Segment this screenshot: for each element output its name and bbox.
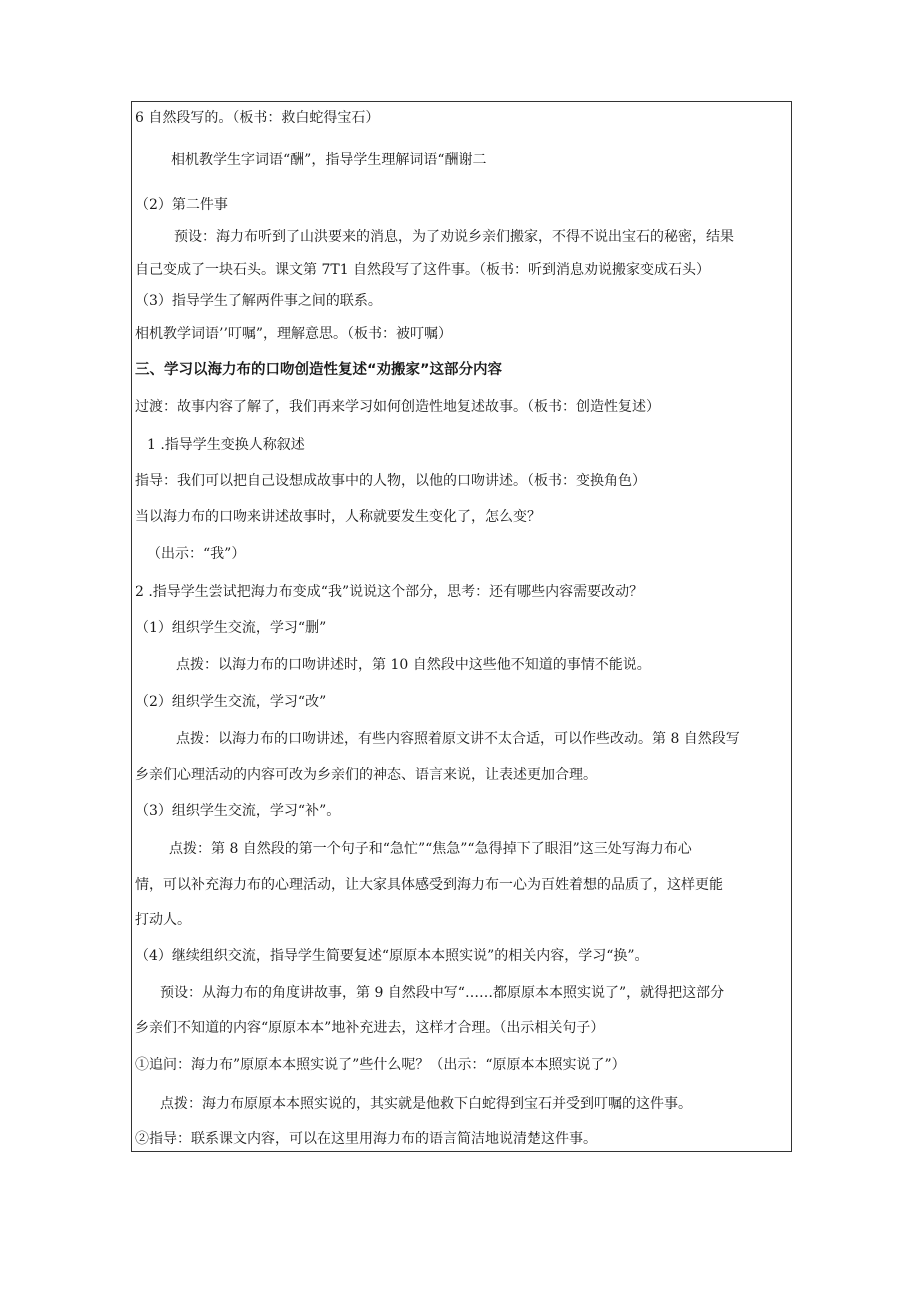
text-line: （4）继续组织交流，指导学生简要复述“原原本本照实说”的相关内容，学习“换”。: [135, 948, 649, 964]
text-line: （3）组织学生交流，学习“补”。: [135, 803, 341, 819]
text-line: 6 自然段写的。（板书：救白蛇得宝石）: [135, 110, 380, 126]
text-line: 预设：从海力布的角度讲故事，第 9 自然段中写“……都原原本本照实说了”，就得把这部分: [160, 985, 725, 1001]
text-line: 打动人。: [135, 912, 191, 928]
text-line: （2）组织学生交流，学习“改”: [135, 694, 327, 710]
text-line: 相机教学词语’’叮嘱”，理解意思。（板书：被叮嘱）: [135, 326, 453, 342]
text-line: 情，可以补充海力布的心理活动，让大家具体感受到海力布一心为百姓着想的品质了，这样更能: [135, 877, 723, 893]
text-line: 当以海力布的口吻来讲述故事时，人称就要发生变化了，怎么变？: [135, 509, 541, 525]
text-line: 预设：海力布听到了山洪要来的消息，为了劝说乡亲们搬家，不得不说出宝石的秘密，结果: [174, 229, 734, 245]
text-line: （1）组织学生交流，学习“删”: [135, 620, 327, 636]
text-line: 2 .指导学生尝试把海力布变成“我”说说这个部分，思考：还有哪些内容需要改动？: [135, 584, 644, 600]
text-line: 乡亲们心理活动的内容可改为乡亲们的神态、语言来说，让表述更加合理。: [135, 767, 597, 783]
text-line: 过渡：故事内容了解了，我们再来学习如何创造性地复述故事。（板书：创造性复述）: [135, 399, 660, 415]
text-line: 指导：我们可以把自己设想成故事中的人物，以他的口吻讲述。（板书：变换角色）: [135, 473, 646, 489]
text-line: 点拨：以海力布的口吻讲述时，第 10 自然段中这些他不知道的事情不能说。: [176, 657, 651, 673]
text-line: 自己变成了一块石头。课文第 7T1 自然段写了这件事。（板书：听到消息劝说搬家变成石头）: [135, 262, 711, 278]
text-line: 点拨：海力布原原本本照实说的，其实就是他救下白蛇得到宝石并受到叮嘱的这件事。: [160, 1096, 692, 1112]
text-line: 相机教学生字词语“酬”，指导学生理解词语“酬谢二: [171, 152, 487, 168]
text-line: 乡亲们不知道的内容“原原本本”地补充进去，这样才合理。（出示相关句子）: [135, 1020, 605, 1036]
text-line: ①追问：海力布”原原本本照实说了”些什么呢？（出示：“原原本本照实说了”）: [135, 1057, 626, 1073]
text-line: 点拨：第 8 自然段的第一个句子和“急忙”“焦急”“急得掉下了眼泪”这三处写海力布心: [169, 841, 692, 857]
text-line: （出示：“我”）: [147, 546, 246, 562]
text-line: ②指导：联系课文内容，可以在这里用海力布的语言简洁地说清楚这件事。: [135, 1131, 597, 1147]
text-line: （3）指导学生了解两件事之间的联系。: [135, 293, 382, 309]
text-line: 1 .指导学生变换人称叙述: [147, 437, 305, 453]
text-line: （2）第二件事: [135, 197, 228, 213]
section-heading: 三、学习以海力布的口吻创造性复述“劝搬家”这部分内容: [135, 362, 503, 378]
text-line: 点拨：以海力布的口吻讲述，有些内容照着原文讲不太合适，可以作些改动。第 8 自然段写: [176, 731, 740, 747]
lesson-plan-table-cell: [131, 101, 792, 1152]
